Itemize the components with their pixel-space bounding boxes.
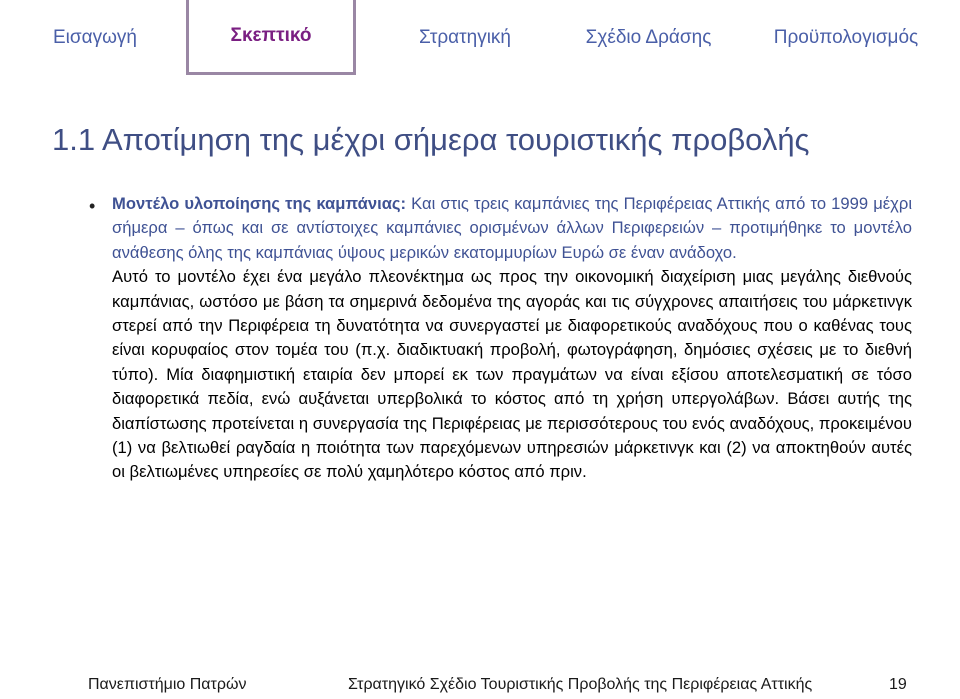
top-navigation [0, 0, 960, 80]
footer-document-title: Στρατηγικό Σχέδιο Τουριστικής Προβολής της Περιφέρειας Αττικής [348, 676, 813, 693]
bullet-paragraph-black [112, 265, 912, 485]
tab-budget[interactable]: Προϋπολογισμός [773, 26, 919, 48]
page-number: 19 [889, 676, 907, 693]
bullet-lead: Μοντέλο υλοποίησης της καμπάνιας: [112, 194, 407, 213]
page-title: 1.1 Αποτίμηση της μέχρι σήμερα τουριστικής προβολής [52, 122, 810, 157]
footer [0, 676, 960, 698]
tab-introduction[interactable]: Εισαγωγή [52, 26, 137, 48]
bullet-text-2: Αυτό το μοντέλο έχει ένα μεγάλο πλεονέκτημα ως προς την οικονομική διαχείριση μιας μεγάλης διεθνούς καμπάνιας, ωστόσο με βάση τα σημερινά δεδομένα της αγοράς και τις σύγχρονες απαιτήσεις του μάρκετινγκ στερεί από την Περιφέρεια τη δυνατότητα να συνεργαστεί με διαφορετικούς αναδόχους που ο καθένας τους είναι κορυφαίος στον τομέα του (π.χ. διαδικτυακή προβολή, φωτογράφηση, δημόσιες σχέσεις με το διεθνή τύπο). [112, 267, 912, 384]
tab-rationale[interactable]: Σκεπτικό [186, 0, 356, 75]
bullet-text-1: Και στις τρεις καμπάνιες της Περιφέρειας Αττικής από το 1999 μέχρι σήμερα – όπως και σε αντίστοιχες καμπάνιες ορισμένων άλλων Περιφερειών – προτιμήθηκε το μοντέλο ανάθεσης όλης της καμπάνιας ύψους μερικών εκατομμυρίων Ευρώ σε έναν ανάδοχο. [112, 194, 913, 262]
tab-strategy[interactable]: Στρατηγική [419, 26, 511, 48]
bullet-icon: • [89, 196, 96, 216]
tab-action-plan[interactable]: Σχέδιο Δράσης [585, 26, 712, 48]
bullet-paragraph-blue [112, 192, 912, 265]
bullet-text-3: Μία διαφημιστική εταιρία δεν μπορεί εκ των πραγμάτων να είναι εξίσου αποτελεσματική σε τόσο διαφορετικά πεδία, ενώ αυξάνεται υπερβολικά το κόστος από τη χρήση υπεργολάβων. Βάσει αυτής της διαπίστωσης προτείνεται η συνεργασία της Περιφέρειας με περισσότερους του ενός αναδόχους, προκειμένου (1) να βελτιωθεί ραγδαία η ποιότητα των παρεχόμενων υπηρεσιών μάρκετινγκ και (2) να αποκτηθούν αυτές οι βελτιωμένες υπηρεσίες σε πολύ χαμηλότερο κόστος από πριν. [112, 364, 912, 482]
body-content [112, 192, 912, 485]
footer-university: Πανεπιστήμιο Πατρών [88, 676, 247, 693]
